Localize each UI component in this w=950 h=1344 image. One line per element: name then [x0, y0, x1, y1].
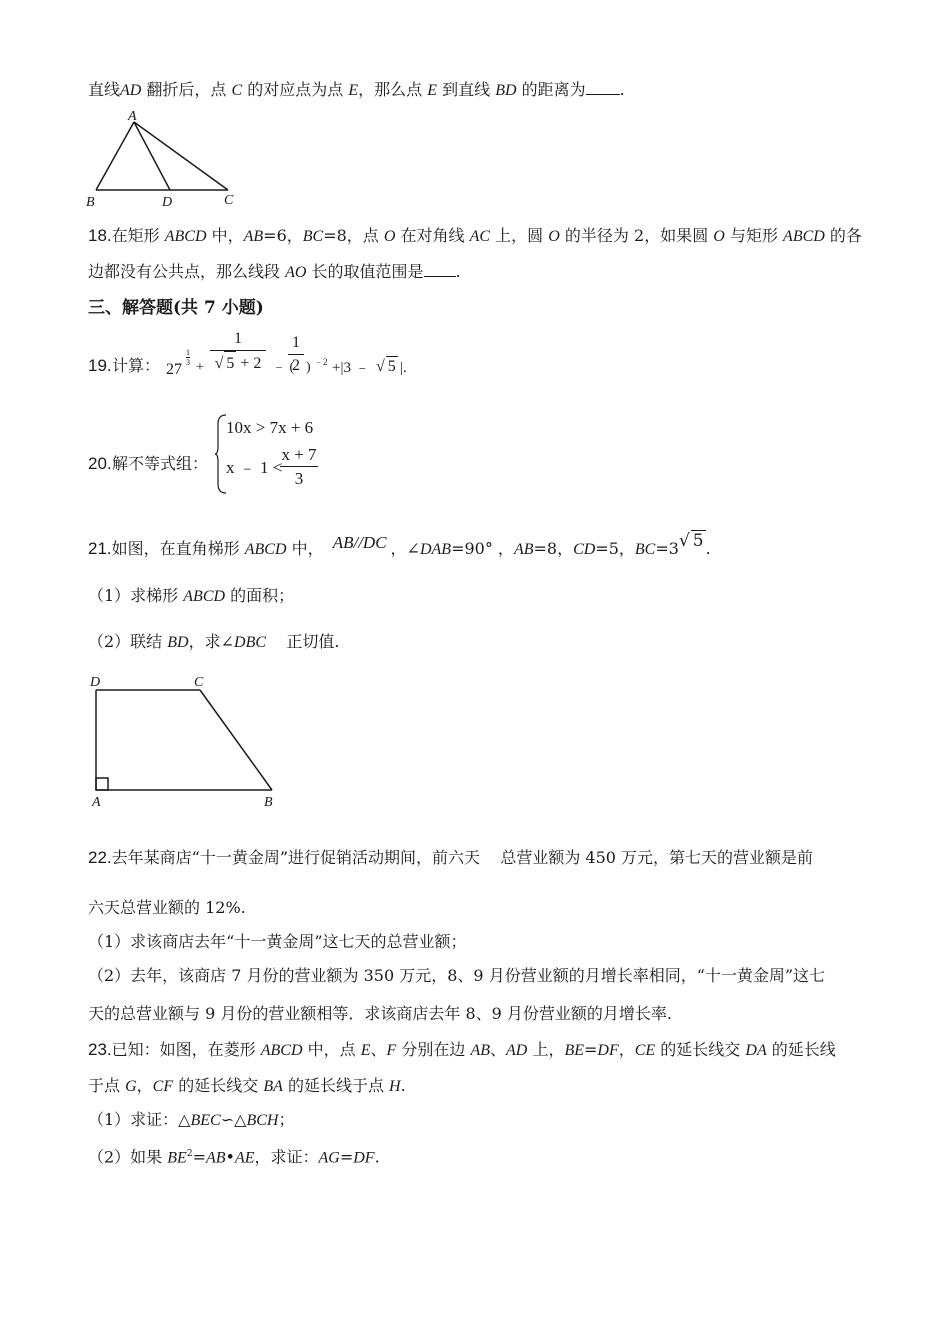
text: =90° ，	[451, 539, 514, 558]
text: ABCD	[260, 1042, 303, 1059]
text: ABCD	[783, 228, 825, 245]
text: 计算：	[112, 356, 161, 375]
text: |.	[400, 360, 407, 376]
text: AE	[234, 1149, 255, 1167]
fraction	[288, 332, 304, 377]
text: =3	[655, 539, 679, 558]
text: 3	[186, 358, 190, 367]
text: 5	[387, 358, 396, 375]
question-number: 23.	[88, 1040, 112, 1059]
text: BD	[167, 634, 189, 651]
text: ABCD	[244, 541, 287, 558]
q23-part2	[88, 1144, 380, 1168]
text: E	[427, 82, 438, 99]
text: 1	[234, 330, 242, 347]
text: +	[196, 360, 204, 375]
text: ABCD	[164, 228, 207, 245]
text: .	[619, 80, 625, 99]
q23-part1	[88, 1110, 294, 1131]
text: ，∠	[390, 539, 420, 558]
text: C	[231, 82, 243, 99]
text: E	[348, 82, 359, 99]
text: +|3 ﹣	[332, 360, 370, 376]
text: x + 7	[281, 445, 317, 464]
text: （2）如果	[88, 1147, 168, 1167]
text: 在对角线	[395, 226, 470, 245]
q18-line1	[88, 226, 862, 247]
text: 的延长线于点	[282, 1076, 390, 1095]
text: 分别在边	[396, 1040, 471, 1059]
text: 中，点	[302, 1040, 361, 1059]
text: 中，	[206, 226, 244, 245]
text: •	[225, 1147, 235, 1167]
text: .	[455, 262, 461, 281]
text: =8，点	[323, 226, 384, 245]
text: ，	[618, 1040, 635, 1059]
text: AB	[243, 228, 264, 245]
label-a: A	[128, 109, 137, 124]
text: BC	[634, 541, 656, 558]
text: AB	[205, 1149, 226, 1167]
text: =6，	[263, 226, 303, 245]
text: DF	[353, 1149, 375, 1167]
exponent-fraction	[186, 348, 190, 367]
text: AD	[120, 82, 142, 99]
text: AC	[469, 228, 491, 245]
text: )	[306, 360, 311, 375]
text: x ﹣ 1 <	[226, 458, 283, 477]
math-base: 27	[166, 361, 182, 378]
text: 、	[370, 1040, 387, 1059]
text: 的半径为 2，如果圆	[559, 226, 714, 245]
text: 3	[280, 466, 318, 491]
text: AB	[470, 1042, 491, 1059]
label-d: D	[90, 675, 101, 690]
text: ﹣ (	[272, 360, 295, 375]
text: ，求证：	[254, 1147, 319, 1167]
question-number: 18.	[88, 226, 112, 245]
text: 如图，在直角梯形	[111, 539, 245, 558]
text: 去年某商店“十一黄金周”进行促销活动期间，前六天 总营业额为 450 万元，第七天的营业额是前	[111, 848, 814, 867]
text: 的面积；	[225, 586, 295, 605]
text: .	[705, 539, 711, 558]
text: 边都没有公共点，那么线段	[88, 262, 286, 281]
text: 在矩形	[111, 226, 165, 245]
text: 长的取值范围是	[306, 262, 424, 281]
text: 、	[490, 1040, 507, 1059]
text: BD	[495, 82, 517, 99]
text: 上，	[527, 1040, 565, 1059]
text: （1）求证：△	[88, 1110, 191, 1129]
text: 已知：如图，在菱形	[111, 1040, 261, 1059]
text: 中，	[286, 539, 324, 558]
text: ABCD	[183, 588, 226, 605]
text: 于点	[88, 1076, 126, 1095]
question-number: 19.	[88, 356, 112, 375]
text: 的对应点为点	[242, 80, 349, 99]
text: =	[192, 1147, 206, 1167]
text: 1	[186, 348, 190, 357]
text: （1）求梯形	[88, 586, 184, 605]
answer-blank	[424, 262, 456, 277]
q22-part1: （1）求该商店去年“十一黄金周”这七天的总营业额；	[88, 932, 467, 951]
label-b: B	[264, 795, 273, 810]
text: 2	[186, 1149, 193, 1159]
text: BE	[564, 1042, 584, 1059]
q22-part2-line2: 天的总营业额与 9 月份的营业额相等．求该商店去年 8、9 月份营业额的月增长率.	[88, 1004, 672, 1023]
text: DA	[745, 1042, 767, 1059]
label-d: D	[162, 195, 173, 210]
label-b: B	[86, 195, 95, 210]
question-number: 22.	[88, 848, 112, 867]
label-c: C	[224, 193, 234, 208]
text: .	[400, 1076, 406, 1095]
q18-line2	[88, 262, 461, 283]
text: =	[339, 1147, 354, 1167]
text: CF	[152, 1078, 174, 1095]
text: （2）联结	[88, 632, 168, 651]
text: 5	[692, 531, 704, 551]
fraction: 1 √ 5 + 2	[210, 328, 266, 376]
text: F	[386, 1042, 397, 1059]
text: O	[548, 228, 560, 245]
text: CD	[573, 541, 596, 558]
text: DAB	[419, 541, 452, 558]
text: ，	[136, 1076, 153, 1095]
text: 的各	[824, 226, 862, 245]
text: 的距离为	[516, 80, 586, 99]
text: AD	[506, 1042, 528, 1059]
text: ，那么点	[358, 80, 428, 99]
text: 10x > 7x + 6	[226, 418, 314, 437]
text: AB	[513, 541, 534, 558]
text: BCH	[246, 1112, 279, 1129]
text: 2	[288, 354, 304, 377]
text: DBC	[234, 634, 267, 651]
text: BEC	[190, 1112, 221, 1129]
text: AB//DC	[332, 533, 387, 552]
text: 5	[224, 351, 236, 376]
text: =	[584, 1040, 598, 1059]
text: ，求∠	[188, 632, 235, 651]
text: BE	[167, 1149, 187, 1167]
text: 的延长线交	[173, 1076, 264, 1095]
q22-line1	[88, 848, 813, 868]
text: 与矩形	[724, 226, 784, 245]
text: 到直线	[437, 80, 496, 99]
text: ﹣2	[314, 357, 328, 367]
text: =5，	[595, 539, 635, 558]
label-a: A	[92, 795, 101, 810]
question-number: 21.	[88, 539, 112, 558]
fraction	[280, 444, 318, 491]
text: DF	[597, 1042, 619, 1059]
q23-line2	[88, 1076, 406, 1097]
text: 1	[292, 334, 300, 351]
text: 翻折后，点	[141, 80, 232, 99]
trapezoid-figure	[86, 670, 286, 812]
q22-part2-line1: （2）去年，该商店 7 月份的营业额为 350 万元，8、9 月份营业额的月增长率相同，“十一黄金周”这七	[88, 966, 826, 985]
q21-part2	[88, 632, 339, 653]
text: 上，圆	[490, 226, 549, 245]
text: ；	[278, 1110, 295, 1129]
section-heading: 三、解答题(共 7 小题)	[88, 298, 264, 318]
text: AG	[318, 1149, 340, 1167]
text: ∽△	[220, 1110, 247, 1129]
text: BC	[302, 228, 324, 245]
q21-part1	[88, 586, 294, 607]
text: =8，	[533, 539, 574, 558]
q17-tail-line	[88, 80, 625, 101]
text: 的延长线交	[655, 1040, 746, 1059]
triangle-figure	[82, 108, 252, 210]
text: E	[360, 1042, 371, 1059]
text: 正切值.	[266, 632, 340, 651]
text: G	[125, 1078, 137, 1095]
text: AO	[285, 264, 307, 281]
text: BA	[263, 1078, 283, 1095]
text: H	[389, 1078, 401, 1095]
text: 解不等式组：	[112, 454, 209, 473]
text: O	[713, 228, 725, 245]
text: 直线	[88, 80, 121, 99]
text: + 2	[240, 355, 262, 372]
text: CE	[634, 1042, 656, 1059]
q23-line1	[88, 1040, 836, 1061]
text: 的延长线	[766, 1040, 836, 1059]
q22-line2: 六天总营业额的 12%.	[88, 898, 246, 917]
answer-blank	[586, 80, 620, 95]
label-c: C	[194, 675, 204, 690]
q21-line1: 21.如图，在直角梯形 ABCD 中， AB//DC ，∠DAB=90° ，AB=8，CD=5，BC=3√ 5 .	[88, 531, 711, 558]
text: O	[383, 228, 396, 245]
text: .	[374, 1147, 380, 1167]
question-number: 20.	[88, 454, 112, 473]
